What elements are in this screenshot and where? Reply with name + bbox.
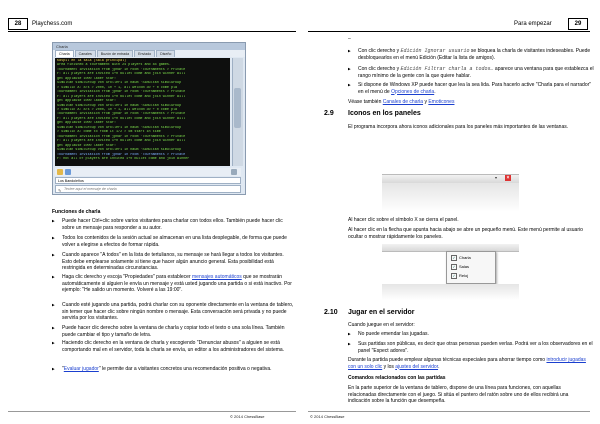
chat-log-line: F: all players are invited 1+0 bullet come and join winner will (57, 94, 186, 99)
chat-tabs (53, 50, 245, 57)
page-header-title: Para empezar (514, 21, 552, 27)
chat-log-line: Tournament invitation from jphar in room 'Tournaments > Private (57, 152, 186, 157)
chat-recipient-select[interactable]: Los Bandoleños (55, 177, 241, 184)
link-emoticons[interactable]: Emoticones (428, 99, 455, 105)
bullet-text: Puede hacer Ctrl+clic sobre varios visitantes para charlar con todos ellos. También puede hacer clic sobre un mensaje para responder a su autor. (62, 218, 283, 231)
page-footer: © 2014 ChessBase (310, 414, 345, 419)
bullet-item (348, 341, 596, 354)
menu-command: Edición Ignorar usuario (400, 48, 470, 54)
chat-log-line: Tournament invitation from jphar in room 'Tournaments > Private (57, 90, 186, 95)
bullet-item (52, 325, 294, 338)
chat-message-input[interactable] (55, 185, 241, 193)
chat-log-line: get applause 1000 laber star! (57, 99, 117, 104)
header-rule (8, 31, 296, 32)
chat-log-line: > Simulic A: 8/s > 2000, 10 + 1, all welcom 30 + 0 come pla (57, 85, 178, 90)
chat-log-line: F: not all of players are invited 1+0 bullet come and join winner (57, 156, 190, 161)
section-number: 2.10 (324, 309, 338, 316)
bullet-item (348, 48, 596, 61)
section-heading: Funciones de charla (52, 209, 101, 215)
chat-log-line: F: all players are invited 1+0 bullet come and join winner will (57, 116, 186, 121)
left-page (0, 0, 298, 424)
chat-toolbar (55, 168, 241, 176)
checkbox-icon: ✓ (452, 265, 456, 269)
chat-log-line: > Simulic A: 8/s > 2000, 10 + 1, all welcom 30 + 0 come pla (57, 107, 178, 112)
page-number: 29 (568, 18, 588, 30)
see-also-prefix: Véase también (348, 99, 383, 105)
chat-log-line: Simultan simulGroup von Grolleri in Raum 'Simultan simulGroup (57, 81, 182, 86)
dropdown-arrow-icon[interactable]: ▾ (495, 175, 498, 180)
panel-shadow (382, 284, 519, 300)
chat-input-placeholder: Teclee aquí el mensaje de charla (64, 187, 117, 191)
page-number: 28 (8, 18, 28, 30)
panel-header-screenshot (382, 152, 519, 212)
chat-input-icon: ✎ (58, 188, 62, 193)
bullet-text: Si dispone de Windows XP puede hacer que lea la sea lida. Para hacerlo active "Charla para el narrador" en el menú de (358, 82, 592, 95)
bullet-text: Con clic derecho y (358, 66, 401, 72)
play-text: . (438, 363, 440, 370)
checkbox-icon: ✓ (452, 274, 456, 278)
bullet-item (52, 252, 294, 272)
chat-tab[interactable]: Enviado (134, 50, 155, 57)
play-text: Durante la partida puede emplear algunas técnicas especiales para ahorrar tiempo como (348, 357, 547, 363)
bullet-item (52, 302, 294, 322)
see-also-line (348, 99, 588, 106)
section-title: Jugar en el servidor (348, 309, 415, 316)
page-header-title: Playchess.com (32, 21, 73, 27)
bullet-text: Haciendo clic derecho en la ventana de charla y escogiendo "Denunciar abusos" a alguien se está comportando mal en el servidor, toda la charla se envía, un editor a los administradores del sistema. (62, 340, 285, 353)
section-intro: El programa incorpora ahora iconos adicionales para los paneles más importantes de las ventanas. (348, 124, 569, 130)
chat-tab[interactable]: Charla (55, 50, 74, 57)
bullet-item (52, 274, 294, 294)
bullet-item (348, 66, 596, 79)
panel-menu-screenshot (382, 242, 519, 300)
menu-item-label: Charla (459, 255, 471, 260)
bullet-text: " (62, 366, 64, 372)
menu-command: Edición Filtrar charla a todos… (400, 66, 494, 72)
panel-dropdown-menu (446, 251, 496, 284)
smiley-icon[interactable] (57, 169, 63, 175)
section-intro: Cuando juegue en el servidor: (348, 322, 415, 328)
bullet-item (348, 331, 596, 338)
chat-log (55, 58, 230, 166)
menu-item[interactable] (449, 254, 493, 261)
section-title: Iconos en los paneles (348, 110, 421, 117)
chat-log-line: > Simulic A: come to room Lt 1/2 > Sm start in time (57, 130, 161, 135)
bullet-link[interactable]: Opciones de charla (391, 88, 435, 95)
see-also-separator: y (423, 99, 429, 105)
page-footer: © 2014 ChessBase (230, 414, 265, 419)
bullet-text: . (434, 88, 436, 95)
bullet-text: que se mostrarán automáticamente si alguien le envía un mensaje y está usted jugando una partida o si está inactivo. Por ejemplo: "He salido un momento. Volveré a las 19:00". (62, 274, 292, 293)
bullet-text: Con clic derecho y (358, 48, 401, 54)
bullet-text: Puede hacer clic derecho sobre la ventana de charla y copiar todo el texto o una sola línea. También puede cambiar el tipo y tamaño de letra. (62, 325, 285, 338)
chat-window-screenshot (52, 42, 246, 195)
chat-log-line: Simultan simulGroup von Grolleri in Raum 'Simultan simulGroup (57, 148, 182, 153)
chat-log-line: get applause 1000 laber star! (57, 121, 117, 126)
checkbox-icon: ✓ (452, 256, 456, 260)
bullet-text: Todos los contenidos de la sesión actual se almacenan en una lista desplegable, de forma que puede volver a elegirse a efectos de formar rápida. (62, 235, 287, 248)
chat-log-line: Tournament invitation from jphar in room 'Tournaments > Private (57, 134, 186, 139)
chat-window-title: Charla (53, 43, 245, 50)
header-rule (308, 31, 590, 32)
continuation-dash: – (348, 36, 351, 42)
bullet-item (52, 340, 294, 353)
chat-log-line: Simultan simulGroup von Grolleri in Raum 'Simultan simulGroup (57, 125, 182, 130)
chat-log-line: get applause 1000 laber star! (57, 143, 117, 148)
chat-log-line: Kaspil en la sala (Sala principal) (57, 59, 127, 63)
link-server-settings[interactable]: ajustes del servidor (395, 363, 439, 370)
chat-log-line: F: all players are invited 1+0 bullet come and join winner will (57, 72, 186, 77)
footer-rule (308, 411, 590, 412)
panel-shadow (382, 183, 519, 212)
bullet-link[interactable]: mensajes automáticos (192, 274, 242, 280)
section-number: 2.9 (324, 110, 334, 117)
bullet-text: aparece una ventana para que establezca el rango mínimo de la gente con la que quiere hablar. (358, 66, 594, 79)
right-page (302, 0, 600, 424)
chat-log-line: Area finished a tournament with 24 players and 84 games. (57, 63, 171, 68)
caption-arrow: Al hacer clic en la flecha que apunta hacia abajo se abre un pequeño menú. Este menú permite al usuario ocultar o mostrar rápidamente los paneles. (348, 227, 583, 240)
menu-item-label: Salas (459, 264, 470, 269)
chat-log-line: F: all players are invited 1+0 bullet come and join winner will (57, 139, 186, 144)
commands-heading: Comandos relacionados con las partidas (348, 375, 446, 381)
link-one-click-moves[interactable]: introducir jugadas con un solo clic (348, 357, 586, 370)
menu-item[interactable] (449, 272, 493, 279)
bullet-text: Haga clic derecho y escoja "Propiedades" para establecer (62, 274, 193, 280)
settings-icon[interactable] (231, 169, 237, 175)
bullet-text: " le permite dar a visitantes concretos una recomendación positiva o negativa. (98, 366, 272, 372)
bullet-item (348, 82, 596, 95)
chat-log-line: Tournament invitation from jphar in room 'Tournaments > Private (57, 67, 186, 72)
bullet-item (52, 218, 294, 231)
chat-tab[interactable]: Buzón de entrada (97, 50, 133, 57)
chat-log-line: get applause 1000 laber star! (57, 76, 117, 81)
panel-bar-icons (382, 174, 519, 182)
menu-item-label: Reloj (459, 273, 469, 278)
bullet-item (52, 235, 294, 248)
scrollbar-thumb[interactable] (234, 88, 241, 128)
chat-scrollbar[interactable] (232, 58, 243, 166)
play-text: y los (382, 363, 396, 370)
link-chat-channels[interactable]: Canales de charla (382, 99, 424, 105)
footer-rule (8, 411, 296, 412)
bullet-text: Sus partidas son públicas, es decir que otras personas pueden verlas. Podrá ver a los observadores en el panel "Espect adores". (358, 341, 593, 354)
commands-paragraph: En la parte superior de la ventana de tablero, dispone de una línea para funciones, con aquellas relacionadas directamente con el juego. Si sitúa el puntero del ratón sobre uno de ellos recibirá una indicación sobre la función que desempeña. (348, 385, 569, 404)
caption-close: Al hacer clic sobre el símbolo X se cierra el panel. (348, 217, 459, 223)
bullet-text: Cuando esté jugando una partida, podrá charlar con su oponente directamente en la ventana de tablero, sin temer que hacer clic sobre ningún nombre o mensaje. Esta conversación será privada y no puede servirla por los visitantes. (62, 302, 294, 321)
bullet-item (52, 366, 294, 373)
chat-tab[interactable]: Canales (75, 50, 96, 57)
close-x-icon[interactable]: × (506, 175, 510, 181)
font-icon[interactable] (65, 169, 71, 175)
play-paragraph (348, 357, 588, 370)
chat-tab[interactable]: Diseño (156, 50, 175, 57)
bullet-text: Cuando aparece "A todos" en la lista de tertulianos, su mensaje se hará llegar a todos los visitantes. Esto debe emplearse solamente si tiene que hacer algún anuncio general. Esta posibilidad está restringida en determinadas circunstancias. (62, 252, 284, 271)
chat-log-line: Simultan simulGroup von Grolleri in Raum 'Simultan simulGroup (57, 103, 182, 108)
bullet-text: se bloquea la charla de visitantes indeseables. Puede desbloquearlos en el menú Edición (Editar la lista de amigos). (358, 48, 591, 61)
bullet-text: No puede emendar las jugadas. (358, 331, 429, 337)
menu-item[interactable] (449, 263, 493, 270)
bullet-link[interactable]: Evaluar jugador (63, 366, 99, 372)
chat-log-line: Tournament invitation from jphar in room 'Tournaments > Private (57, 112, 186, 117)
